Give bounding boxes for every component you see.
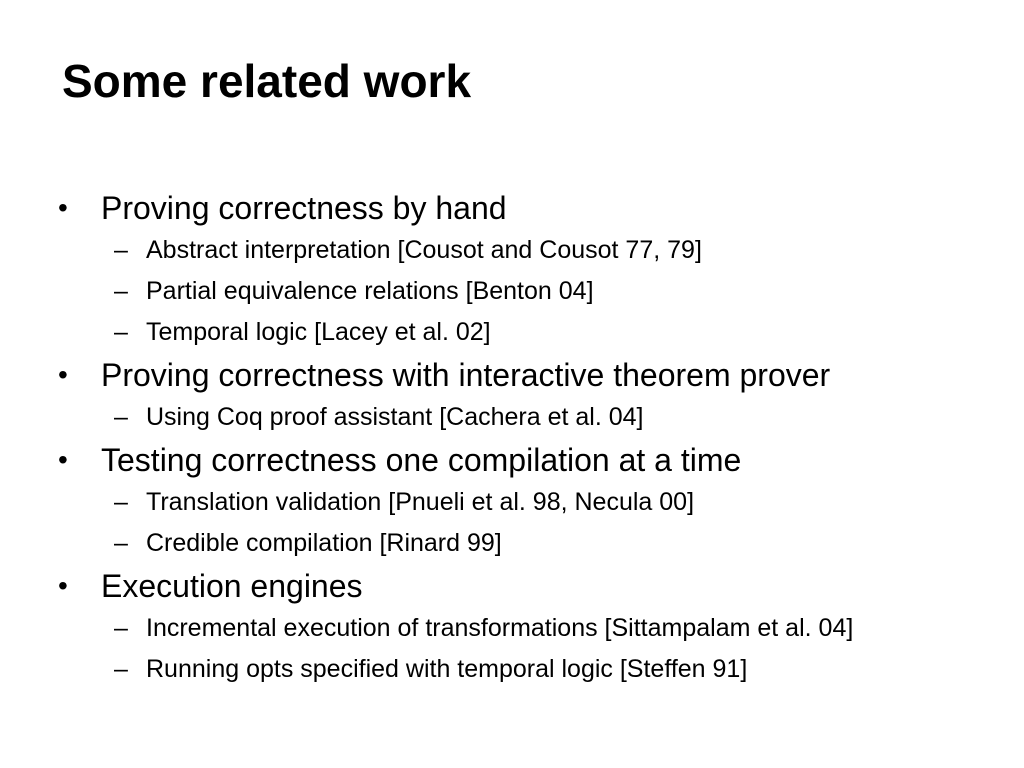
dash-icon: – (114, 614, 128, 642)
bullet-dot-icon: • (58, 570, 68, 601)
sub-bullet-item (0, 312, 1024, 353)
bullet-dot-icon: • (58, 359, 68, 390)
sub-bullet-list (0, 397, 1024, 438)
sub-bullet-text: Incremental execution of transformations [Sittampalam et al. 04] (146, 614, 854, 642)
bullet-text: Testing correctness one compilation at a time (101, 442, 742, 478)
bullet-text: Proving correctness by hand (101, 190, 507, 226)
bullet-item (0, 438, 1024, 564)
bullet-item (0, 564, 1024, 690)
dash-icon: – (114, 318, 128, 346)
sub-bullet-list (0, 230, 1024, 353)
bullet-item (0, 186, 1024, 353)
sub-bullet-text: Using Coq proof assistant [Cachera et al. 04] (146, 403, 644, 431)
sub-bullet-item (0, 482, 1024, 523)
bullet-dot-icon: • (58, 192, 68, 223)
sub-bullet-text: Abstract interpretation [Cousot and Cousot 77, 79] (146, 236, 702, 264)
dash-icon: – (114, 236, 128, 264)
sub-bullet-list (0, 482, 1024, 564)
sub-bullet-text: Translation validation [Pnueli et al. 98, Necula 00] (146, 488, 695, 516)
sub-bullet-item (0, 608, 1024, 649)
sub-bullet-text: Credible compilation [Rinard 99] (146, 529, 502, 557)
dash-icon: – (114, 488, 128, 516)
sub-bullet-text: Partial equivalence relations [Benton 04] (146, 277, 594, 305)
sub-bullet-item (0, 271, 1024, 312)
bullet-dot-icon: • (58, 444, 68, 475)
dash-icon: – (114, 529, 128, 557)
dash-icon: – (114, 655, 128, 683)
bullet-item (0, 353, 1024, 438)
sub-bullet-item (0, 397, 1024, 438)
sub-bullet-text: Running opts specified with temporal logic [Steffen 91] (146, 655, 748, 683)
dash-icon: – (114, 403, 128, 431)
sub-bullet-item (0, 649, 1024, 690)
bullet-text: Execution engines (101, 568, 363, 604)
dash-icon: – (114, 277, 128, 305)
slide-title: Some related work (62, 55, 472, 107)
sub-bullet-item (0, 523, 1024, 564)
bullet-list (0, 186, 1024, 690)
bullet-text: Proving correctness with interactive theorem prover (101, 357, 831, 393)
sub-bullet-list (0, 608, 1024, 690)
sub-bullet-item (0, 230, 1024, 271)
sub-bullet-text: Temporal logic [Lacey et al. 02] (146, 318, 491, 346)
